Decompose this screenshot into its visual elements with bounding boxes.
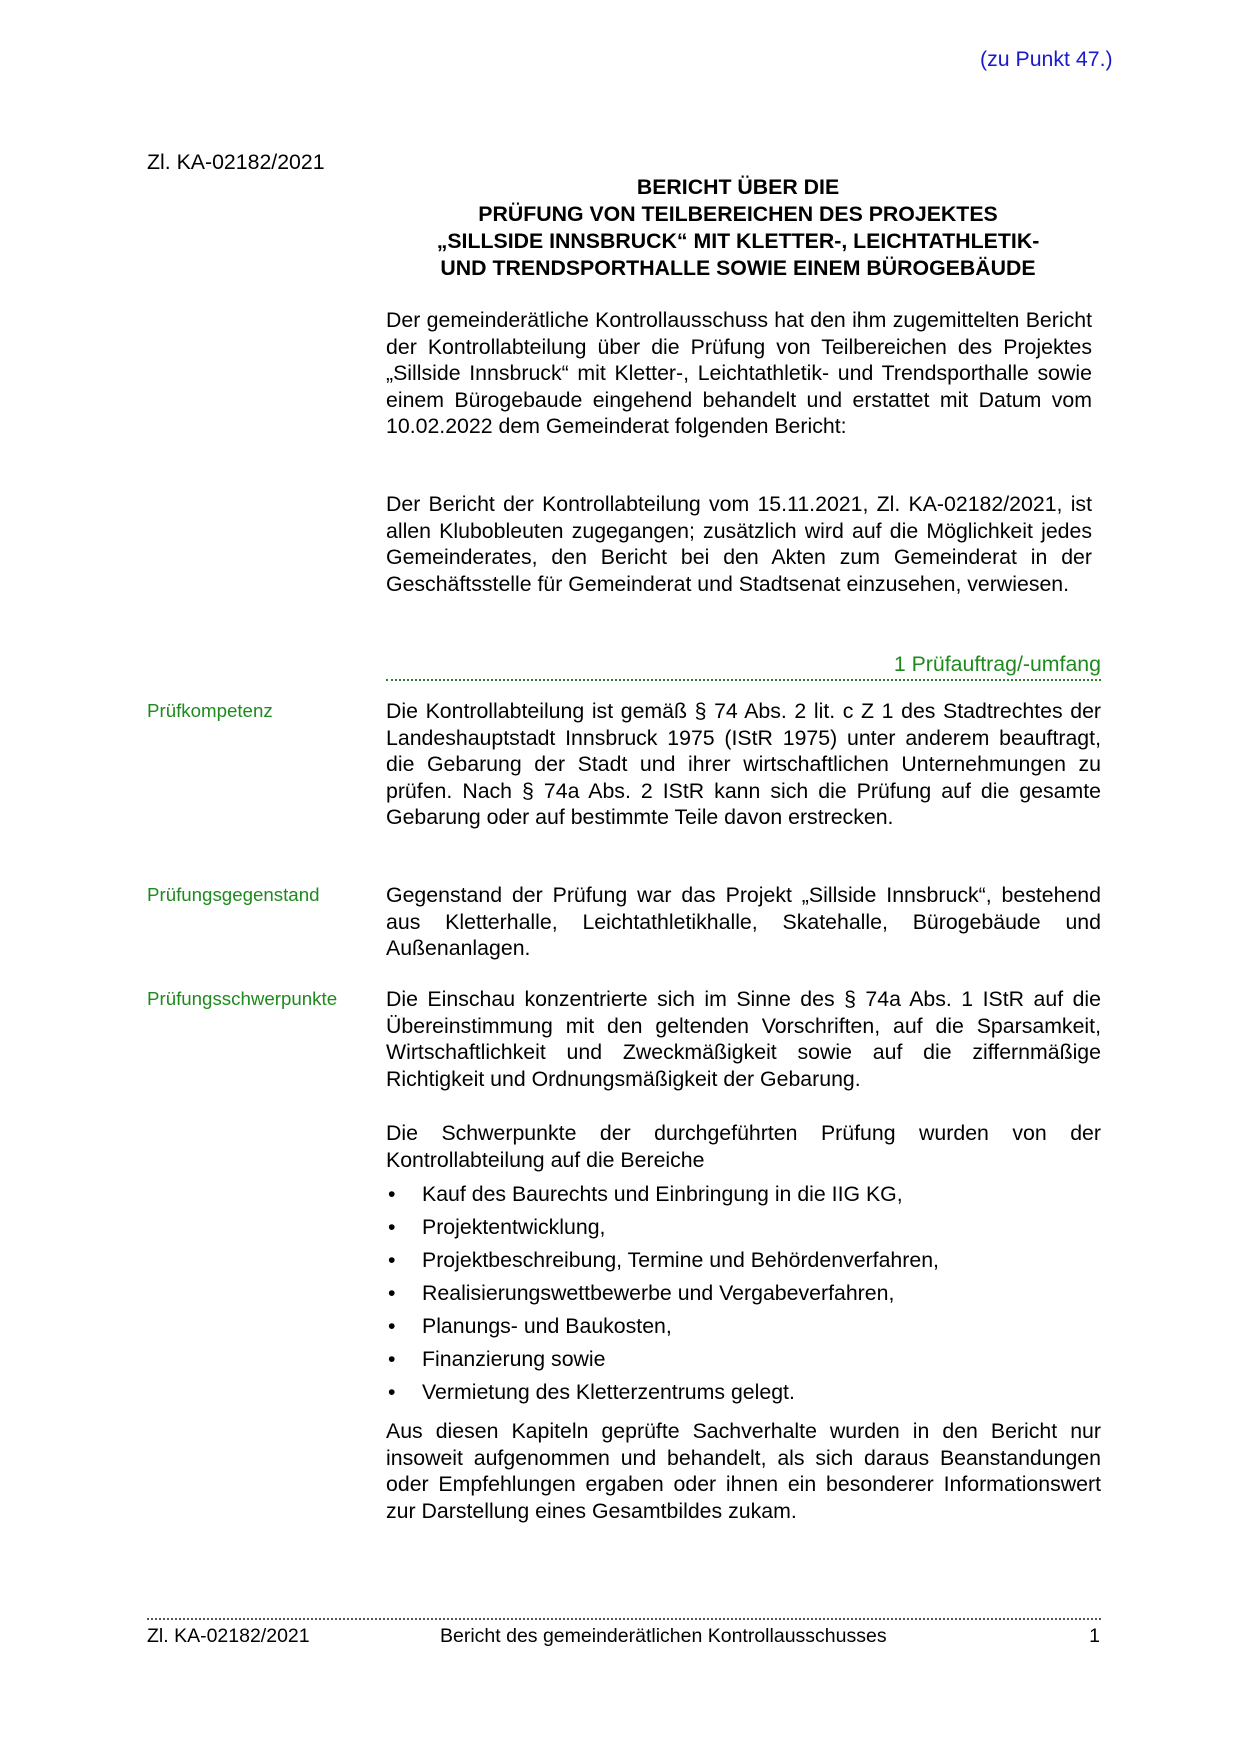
intro-paragraph-1: Der gemeinderätliche Kontrollausschuss hat den ihm zugemittelten Bericht der Kontrollabteilung über die Prüfung von Teilbereichen des Projektes „Sillside Innsbruck“ mit Kletter-, Leichtathletik- und Trendsporthalle sowie einem Bürogebaude eingehend behandelt und erstattet mit Datum vom 10.02.2022 dem Gemeinderat folgenden Bericht: xyxy=(386,308,1092,438)
focus-paragraph: Die Einschau konzentrierte sich im Sinne des § 74a Abs. 1 IStR auf die Übereinstimmung mit den geltenden Vorschriften, auf die Sparsamkeit, Wirtschaftlichkeit und Zweckmäßigkeit sowie auf die ziffernmäßige Richtigkeit und Ordnungsmäßigkeit der Gebarung. xyxy=(386,987,1101,1091)
subject-paragraph: Gegenstand der Prüfung war das Projekt „Sillside Innsbruck“, bestehend aus Kletterhalle, Leichtathletikhalle, Skatehalle, Bürogebäude und Außenanlagen. xyxy=(386,883,1101,960)
list-item: • Planungs- und Baukosten, xyxy=(386,1313,1101,1340)
intro-paragraph-2: Der Bericht der Kontrollabteilung vom 15.11.2021, Zl. KA-02182/2021, ist allen Klubobleuten zugegangen; zusätzlich wird auf die Möglichkeit jedes Gemeinderates, den Bericht bei den Akten zum Gemeinderat in der Geschäftsstelle für Gemeinderat und Stadtsenat einzusehen, verwiesen. xyxy=(386,492,1092,596)
report-title xyxy=(383,174,1093,282)
side-heading-focus: Prüfungsschwerpunkte xyxy=(147,988,338,1009)
side-heading-competence: Prüfkompetenz xyxy=(147,700,273,721)
section-heading: 1 Prüfauftrag/-umfang xyxy=(893,652,1101,676)
footer-title: Bericht des gemeinderätlichen Kontrollausschusses xyxy=(440,1625,887,1647)
closing-paragraph: Aus diesen Kapiteln geprüfte Sachverhalte wurden in den Bericht nur insoweit aufgenommen und behandelt, als sich daraus Beanstandungen oder Empfehlungen ergaben oder ihnen ein besonderer Informationswert zur Darstellung eines Gesamtbildes zukam. xyxy=(386,1419,1101,1523)
list-item: • Projektbeschreibung, Termine und Behördenverfahren, xyxy=(386,1247,1101,1274)
title-line: UND TRENDSPORTHALLE SOWIE EINEM BÜROGEBÄUDE xyxy=(440,256,1036,280)
list-item: • Realisierungswettbewerbe und Vergabeverfahren, xyxy=(386,1280,1101,1307)
agenda-reference: (zu Punkt 47.) xyxy=(980,47,1113,71)
title-line: BERICHT ÜBER DIE xyxy=(636,175,840,199)
focus-list xyxy=(386,1181,1101,1412)
title-line: „SILLSIDE INNSBRUCK“ MIT KLETTER-, LEICHTATHLETIK- xyxy=(436,229,1040,253)
page-number: 1 xyxy=(1089,1625,1100,1647)
list-item: • Finanzierung sowie xyxy=(386,1346,1101,1373)
file-number: Zl. KA-02182/2021 xyxy=(147,150,325,174)
list-item: • Kauf des Baurechts und Einbringung in die IIG KG, xyxy=(386,1181,1101,1208)
side-heading-subject: Prüfungsgegenstand xyxy=(147,884,320,905)
title-line: PRÜFUNG VON TEILBEREICHEN DES PROJEKTES xyxy=(478,202,998,226)
competence-paragraph: Die Kontrollabteilung ist gemäß § 74 Abs. 2 lit. c Z 1 des Stadtrechtes der Landeshauptstadt Innsbruck 1975 (IStR 1975) unter anderem beauftragt, die Gebarung der Stadt und ihrer wirtschaftlichen Unternehmungen zu prüfen. Nach § 74a Abs. 2 IStR kann sich die Prüfung auf die gesamte Gebarung oder auf bestimmte Teile davon erstrecken. xyxy=(386,699,1101,829)
list-item: • Vermietung des Kletterzentrums gelegt. xyxy=(386,1379,1101,1406)
footer-divider xyxy=(147,1618,1101,1620)
footer-file-number: Zl. KA-02182/2021 xyxy=(147,1625,310,1647)
focus-intro-paragraph: Die Schwerpunkte der durchgeführten Prüfung wurden von der Kontrollabteilung auf die Bereiche xyxy=(386,1121,1101,1172)
list-item: • Projektentwicklung, xyxy=(386,1214,1101,1241)
section-divider xyxy=(386,679,1101,681)
